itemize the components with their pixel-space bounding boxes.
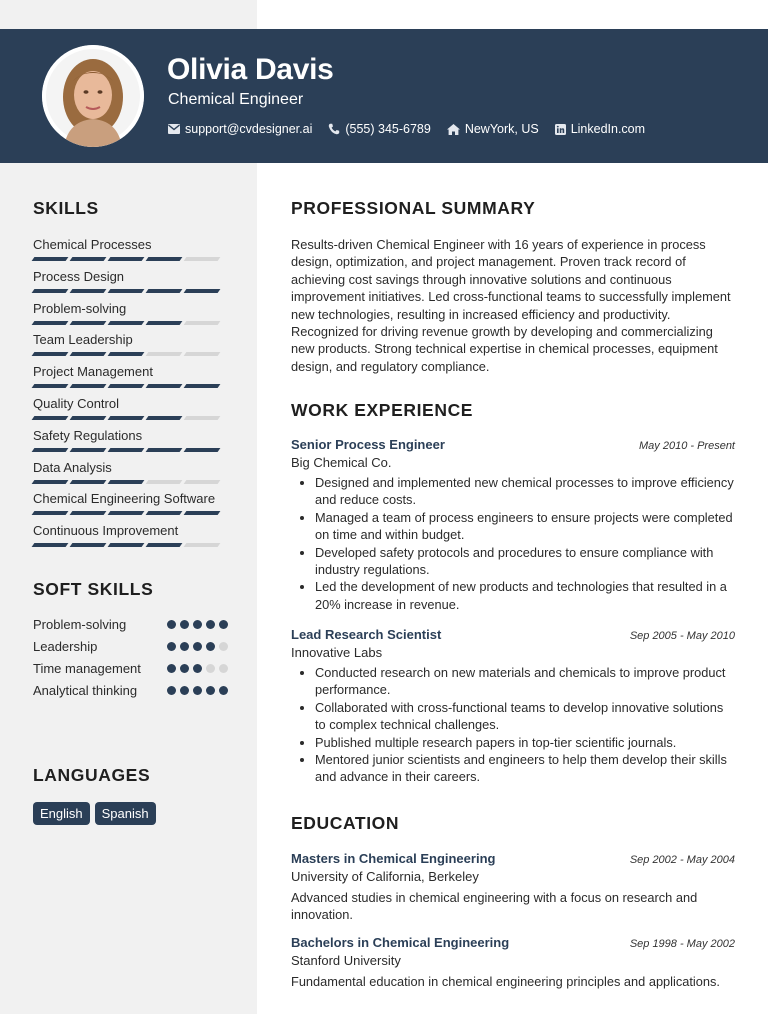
- skill-level-bar: [33, 289, 223, 293]
- skill-level-segment: [146, 543, 183, 547]
- skill-level-segment: [108, 480, 145, 484]
- experience-heading: WORK EXPERIENCE: [291, 400, 474, 420]
- skill-item: [33, 522, 223, 554]
- skill-name: Chemical Processes: [33, 237, 152, 252]
- soft-skill-item: [33, 616, 228, 634]
- education-dates: Sep 2002 - May 2004: [629, 854, 735, 866]
- rating-dot: [206, 642, 215, 651]
- rating-dot: [193, 686, 202, 695]
- degree: Masters in Chemical Engineering: [291, 851, 496, 866]
- skill-name: Continuous Improvement: [33, 523, 179, 539]
- rating-dot: [167, 664, 176, 673]
- avatar: [42, 45, 144, 147]
- skill-level-segment: [146, 480, 183, 484]
- education-dates: Sep 1998 - May 2002: [629, 938, 735, 950]
- skill-level-segment: [108, 543, 145, 547]
- job-bullets: [291, 664, 735, 786]
- skill-level-segment: [32, 543, 69, 547]
- rating-dot: [206, 664, 215, 673]
- job-company: Innovative Labs: [291, 645, 383, 660]
- skill-level-segment: [108, 352, 145, 356]
- education-description: Advanced studies in chemical engineering with a focus on research and innovation.: [291, 890, 698, 923]
- skill-name: Quality Control: [33, 395, 119, 411]
- job-company: Big Chemical Co.: [291, 455, 392, 470]
- skill-level-segment: [184, 321, 221, 325]
- skill-level-segment: [146, 448, 183, 452]
- job-bullet: • Led the development of new products and technologies that resulted in a 20% increase in revenue.: [315, 578, 735, 613]
- contact-linkedin-text: LinkedIn.com: [570, 122, 646, 136]
- skill-item: [33, 331, 223, 363]
- skill-level-segment: [184, 384, 221, 388]
- envelope-icon: [168, 124, 180, 134]
- rating-dot: [206, 686, 215, 695]
- skill-item: [33, 459, 223, 491]
- skill-level-segment: [32, 480, 69, 484]
- skill-level-segment: [70, 511, 107, 515]
- job-dates: May 2010 - Present: [639, 440, 735, 452]
- education-heading: EDUCATION: [291, 813, 400, 833]
- skill-level-segment: [32, 511, 69, 515]
- skill-level-bar: [33, 321, 223, 325]
- skill-level-bar: [33, 257, 223, 261]
- school: Stanford University: [291, 953, 401, 968]
- summary-heading: PROFESSIONAL SUMMARY: [291, 198, 536, 218]
- skill-level-bar: [33, 416, 223, 420]
- skill-item: [33, 300, 223, 332]
- soft-skill-name: Leadership: [33, 639, 98, 654]
- skill-level-segment: [108, 289, 145, 293]
- skill-level-segment: [146, 257, 183, 261]
- skill-level-segment: [32, 321, 69, 325]
- rating-dot: [180, 686, 189, 695]
- rating-dot: [180, 664, 189, 673]
- education-entry: [291, 935, 735, 990]
- job-bullet: • Published multiple research papers in top-tier scientific journals.: [315, 734, 735, 751]
- rating-dot: [193, 620, 202, 629]
- soft-skill-name: Time management: [33, 661, 141, 676]
- rating-dot: [167, 642, 176, 651]
- skill-level-segment: [70, 257, 107, 261]
- rating-dot: [219, 664, 228, 673]
- soft-skill-rating: [163, 642, 228, 651]
- degree: Bachelors in Chemical Engineering: [291, 935, 510, 950]
- skill-name: Safety Regulations: [33, 427, 143, 443]
- skill-level-segment: [146, 384, 183, 388]
- rating-dot: [219, 620, 228, 629]
- skill-level-segment: [146, 289, 183, 293]
- phone-icon: [328, 123, 340, 135]
- contact-phone[interactable]: [328, 122, 430, 136]
- contact-list: [168, 122, 661, 136]
- skill-level-segment: [184, 257, 221, 261]
- skill-item: [33, 427, 223, 459]
- soft-skill-name: Analytical thinking: [33, 683, 138, 698]
- skill-level-bar: [33, 352, 223, 356]
- skill-level-segment: [108, 511, 145, 515]
- skill-level-segment: [184, 543, 221, 547]
- skill-level-segment: [184, 416, 221, 420]
- skill-level-segment: [70, 480, 107, 484]
- rating-dot: [167, 686, 176, 695]
- language-badge: English: [33, 802, 90, 825]
- skill-level-segment: [108, 257, 145, 261]
- skill-level-bar: [33, 448, 223, 452]
- skill-level-segment: [146, 352, 183, 356]
- skill-level-segment: [184, 352, 221, 356]
- skill-level-segment: [108, 384, 145, 388]
- candidate-name: Olivia Davis: [167, 53, 334, 86]
- skill-level-segment: [70, 321, 107, 325]
- job-bullets: [291, 474, 735, 613]
- skill-level-segment: [184, 511, 221, 515]
- candidate-title: Chemical Engineer: [168, 91, 304, 108]
- rating-dot: [180, 620, 189, 629]
- contact-email[interactable]: [168, 122, 312, 136]
- skill-level-segment: [184, 289, 221, 293]
- skill-name: Team Leadership: [33, 332, 133, 348]
- skill-item: [33, 236, 223, 268]
- skill-level-bar: [33, 480, 223, 484]
- soft-skills-heading: SOFT SKILLS: [33, 579, 154, 599]
- skill-name: Chemical Engineering Software: [33, 491, 216, 507]
- skill-level-segment: [32, 352, 69, 356]
- experience-entry: [291, 627, 735, 786]
- soft-skill-item: [33, 682, 228, 700]
- header: [0, 29, 768, 163]
- skill-level-segment: [32, 384, 69, 388]
- skill-level-segment: [184, 448, 221, 452]
- skill-level-segment: [32, 257, 69, 261]
- skill-level-segment: [70, 448, 107, 452]
- skill-level-segment: [32, 448, 69, 452]
- summary-text: Results-driven Chemical Engineer with 16 years of experience in process design, optimization, and project management. Proven track record of achieving cost savings through innovative solutions and continuous improvement initiatives. Led cross-functional teams to successfully implement new technologies, resulting in increased efficiency and productivity. Recognized for driving revenue growth by developing and commercializing new products. Strong technical expertise in chemical processes, equipment design, and regulatory compliance.: [291, 237, 731, 374]
- job-bullet: • Conducted research on new materials and chemicals to improve product performance.: [315, 664, 735, 699]
- skill-name: Process Design: [33, 268, 125, 284]
- rating-dot: [219, 642, 228, 651]
- skill-level-segment: [32, 289, 69, 293]
- education-entry: [291, 851, 735, 924]
- skill-item: [33, 363, 223, 395]
- skill-name: Data Analysis: [33, 459, 112, 475]
- skill-name: Problem-solving: [33, 300, 127, 316]
- skill-level-segment: [70, 352, 107, 356]
- skill-level-segment: [146, 321, 183, 325]
- language-badge: Spanish: [95, 802, 156, 825]
- job-role: Senior Process Engineer: [291, 437, 445, 452]
- skill-name: Project Management: [33, 364, 153, 380]
- rating-dot: [167, 620, 176, 629]
- skill-level-bar: [33, 511, 223, 515]
- home-icon: [447, 124, 460, 135]
- rating-dot: [193, 664, 202, 673]
- soft-skill-rating: [163, 620, 228, 629]
- linkedin-icon: [555, 124, 566, 135]
- job-bullet: • Mentored junior scientists and engineers to help them develop their skills and advance in their careers.: [315, 751, 735, 786]
- languages-list: [33, 802, 161, 825]
- rating-dot: [180, 642, 189, 651]
- contact-email-text: support@cvdesigner.ai: [185, 122, 313, 136]
- skills-heading: SKILLS: [33, 198, 99, 218]
- rating-dot: [193, 642, 202, 651]
- job-role: Lead Research Scientist: [291, 627, 442, 642]
- contact-phone-text: (555) 345-6789: [345, 122, 431, 136]
- contact-location-text: NewYork, US: [464, 122, 539, 136]
- contact-location: [447, 122, 539, 136]
- skill-level-segment: [70, 289, 107, 293]
- soft-skill-item: [33, 660, 228, 678]
- experience-entry: [291, 437, 735, 613]
- skill-level-segment: [70, 384, 107, 388]
- skill-level-segment: [70, 416, 107, 420]
- skill-level-bar: [33, 384, 223, 388]
- skill-level-segment: [70, 543, 107, 547]
- rating-dot: [219, 686, 228, 695]
- job-bullet: • Developed safety protocols and procedures to ensure compliance with industry regulations.: [315, 544, 735, 579]
- skill-level-segment: [184, 480, 221, 484]
- skills-list: [33, 236, 223, 554]
- skill-level-segment: [32, 416, 69, 420]
- contact-linkedin[interactable]: [555, 122, 645, 136]
- skill-level-segment: [108, 416, 145, 420]
- skill-level-bar: [33, 543, 223, 547]
- job-bullet: • Collaborated with cross-functional teams to develop innovative solutions to complex technical challenges.: [315, 699, 735, 734]
- soft-skill-name: Problem-solving: [33, 617, 127, 632]
- soft-skill-rating: [163, 686, 228, 695]
- skill-item: [33, 268, 223, 300]
- skill-item: [33, 395, 223, 427]
- job-dates: Sep 2005 - May 2010: [629, 630, 735, 642]
- languages-heading: LANGUAGES: [33, 765, 151, 785]
- education-description: Fundamental education in chemical engineering principles and applications.: [291, 974, 720, 989]
- skill-level-segment: [146, 416, 183, 420]
- skill-level-segment: [146, 511, 183, 515]
- job-bullet: • Managed a team of process engineers to ensure projects were completed on time and within budget.: [315, 509, 735, 544]
- skill-level-segment: [108, 321, 145, 325]
- soft-skills-list: [33, 616, 228, 704]
- rating-dot: [206, 620, 215, 629]
- skill-item: [33, 490, 223, 522]
- skill-level-segment: [108, 448, 145, 452]
- soft-skill-rating: [163, 664, 228, 673]
- soft-skill-item: [33, 638, 228, 656]
- school: University of California, Berkeley: [291, 869, 479, 884]
- job-bullet: • Designed and implemented new chemical processes to improve efficiency and reduce costs.: [315, 474, 735, 509]
